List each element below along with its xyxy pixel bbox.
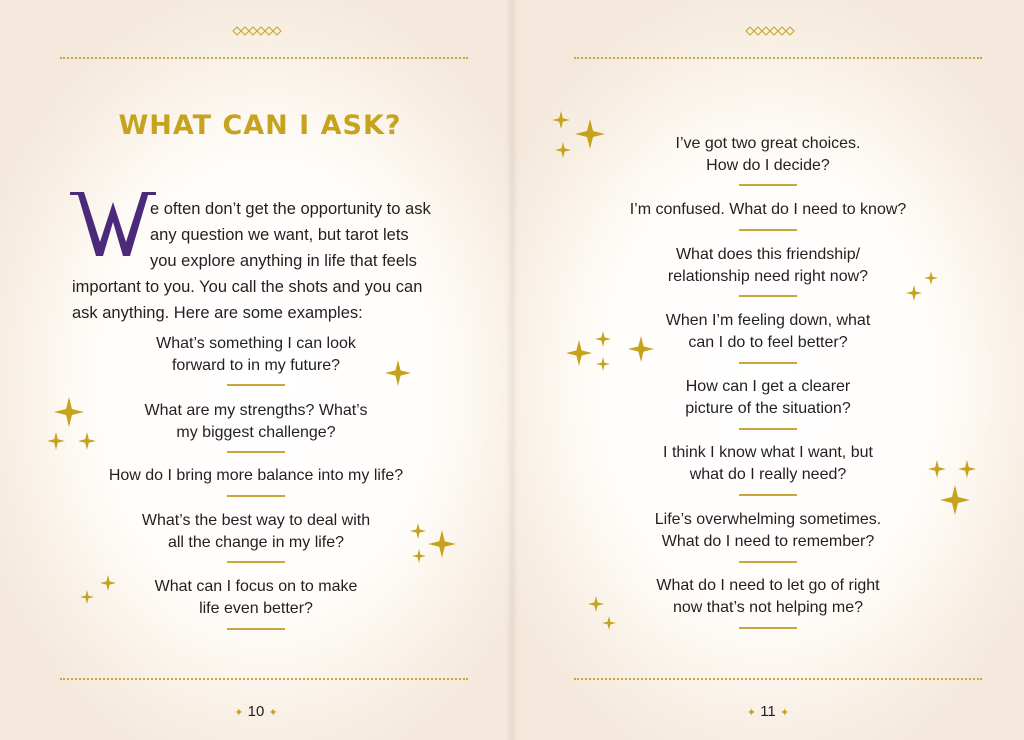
question-line: What can I focus on to make [154, 578, 358, 595]
question-line: What does this friendship/ [675, 246, 861, 263]
question-divider [227, 451, 285, 453]
page-number-text: 11 [760, 703, 776, 720]
page-title: WHAT CAN I ASK? [118, 110, 402, 141]
sparkle-icon [410, 523, 426, 539]
question-line: What’s the best way to deal with [141, 512, 371, 529]
question-divider [739, 295, 797, 297]
question-line: I’ve got two great choices. [675, 135, 861, 152]
question [80, 465, 432, 487]
sparkle-icon [588, 596, 604, 612]
sparkle-icon [940, 485, 970, 515]
sparkle-icon [602, 616, 616, 630]
top-dotted-rule [60, 57, 468, 59]
question-divider [739, 627, 797, 629]
top-ornament-icon [745, 26, 795, 36]
right-page [512, 0, 1024, 740]
intro-line: any question we want, but tarot lets [150, 226, 409, 244]
question-line: Life’s overwhelming sometimes. [654, 511, 882, 528]
question-line: How do I bring more balance into my life? [108, 467, 404, 484]
page-number [738, 703, 798, 720]
bottom-dotted-rule [60, 678, 468, 680]
question [592, 509, 944, 553]
question-line: all the change in my life? [167, 534, 345, 551]
sparkle-icon [555, 142, 571, 158]
question [592, 199, 944, 221]
book-gutter [506, 0, 518, 740]
question-line: life even better? [199, 600, 313, 617]
sparkle-icon [428, 530, 456, 558]
question-line: What do I need to remember? [661, 533, 875, 550]
question [592, 376, 944, 420]
intro-line: you explore anything in life that feels [150, 252, 417, 270]
sparkle-icon [575, 119, 605, 149]
question-divider [227, 495, 285, 497]
sparkle-icon [54, 397, 84, 427]
question-line: What do I need to let go of right [656, 577, 880, 594]
question-line: How can I get a clearer [685, 378, 851, 395]
intro-line: important to you. You call the shots and you can [72, 278, 423, 296]
question [592, 575, 944, 619]
question [592, 133, 944, 177]
question-divider [227, 384, 285, 386]
question-divider [739, 184, 797, 186]
question-line: relationship need right now? [667, 268, 869, 285]
sparkle-icon [78, 432, 96, 450]
star-icon: ✦ [779, 707, 790, 719]
question-line: can I do to feel better? [688, 334, 848, 351]
sparkle-icon [924, 271, 938, 285]
bottom-dotted-rule [574, 678, 982, 680]
question-divider [739, 561, 797, 563]
question-divider [739, 362, 797, 364]
question [80, 333, 432, 377]
question [592, 442, 944, 486]
question-line: What are my strengths? What’s [144, 402, 368, 419]
question-divider [739, 229, 797, 231]
sparkle-icon [100, 575, 116, 591]
sparkle-icon [958, 460, 976, 478]
star-icon: ✦ [234, 707, 244, 719]
question-line: I think I know what I want, but [663, 444, 873, 461]
sparkle-icon [412, 549, 426, 563]
top-dotted-rule [574, 57, 982, 59]
question-divider [739, 494, 797, 496]
sparkle-icon [80, 590, 94, 604]
star-icon: ✦ [268, 707, 278, 719]
intro-line: ask anything. Here are some examples: [72, 304, 363, 322]
sparkle-icon [47, 432, 65, 450]
sparkle-icon [595, 331, 611, 347]
sparkle-icon [552, 111, 570, 129]
sparkle-icon [385, 360, 411, 386]
question-divider [227, 561, 285, 563]
page-number-text: 10 [247, 703, 265, 720]
question-line: forward to in my future? [171, 357, 341, 374]
page-number [226, 703, 286, 720]
question-line: I’m confused. What do I need to know? [629, 201, 907, 218]
top-ornament-icon [232, 26, 282, 36]
question-line: now that’s not helping me? [672, 599, 864, 616]
question-line: When I’m feeling down, what [665, 312, 871, 329]
question [80, 510, 432, 554]
question-line: What’s something I can look [156, 335, 356, 352]
sparkle-icon [596, 357, 610, 371]
question [592, 244, 944, 288]
question-line: How do I decide? [706, 157, 830, 174]
question-line: picture of the situation? [685, 400, 851, 417]
question-line: what do I really need? [689, 466, 847, 483]
sparkle-icon [566, 340, 592, 366]
sparkle-icon [906, 285, 922, 301]
sparkle-icon [628, 336, 654, 362]
question [80, 400, 432, 444]
sparkle-icon [928, 460, 946, 478]
question-line: my biggest challenge? [176, 424, 336, 441]
intro-paragraph [72, 196, 440, 326]
question-divider [227, 628, 285, 630]
question [80, 576, 432, 620]
star-icon: ✦ [746, 707, 757, 719]
intro-line: e often don’t get the opportunity to ask [150, 200, 431, 218]
question-divider [739, 428, 797, 430]
